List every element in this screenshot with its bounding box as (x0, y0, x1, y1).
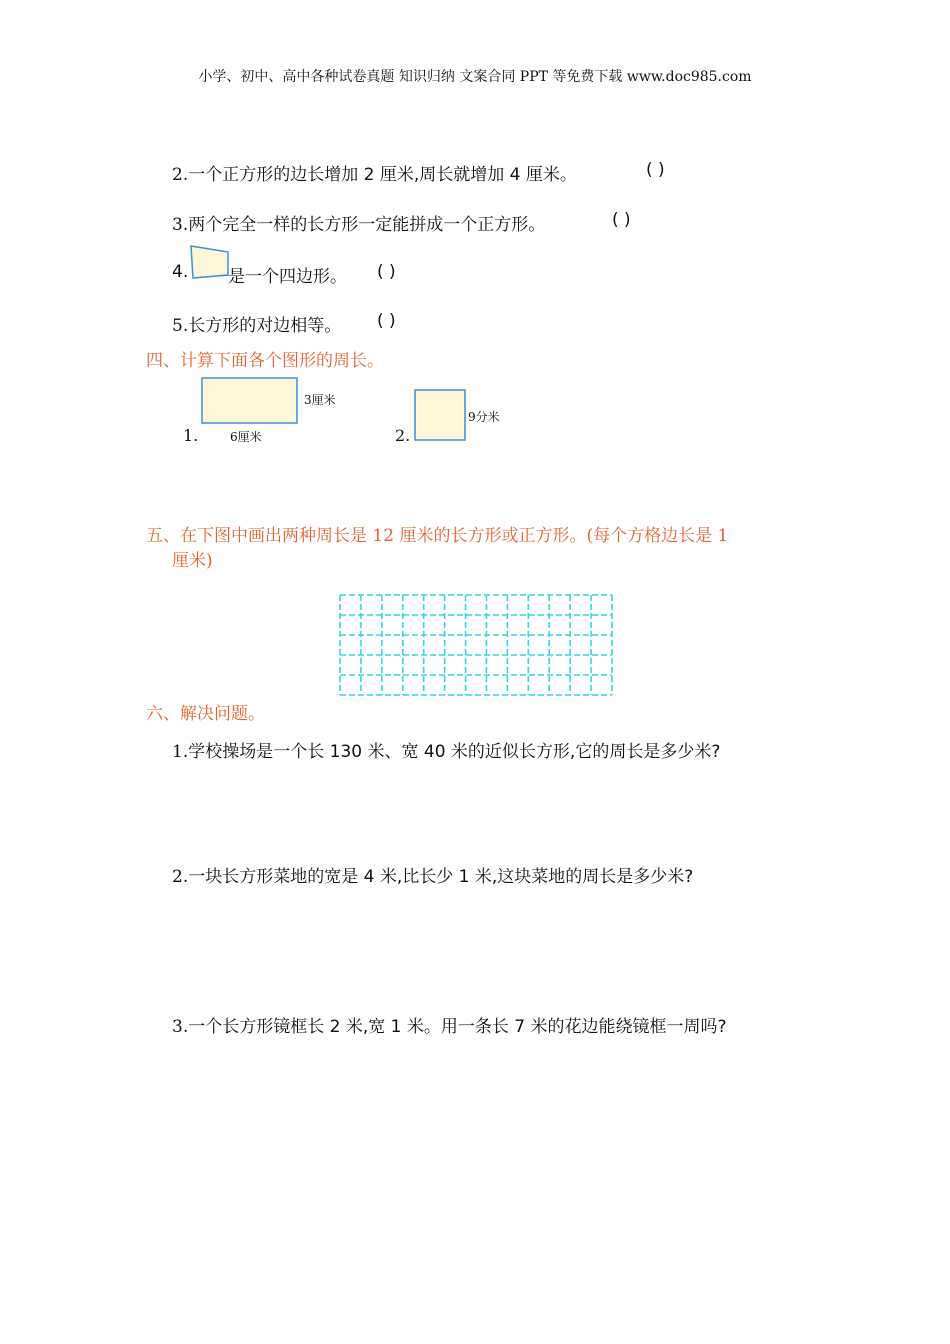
q3-answer-blank[interactable]: ( ) (612, 210, 631, 230)
square-figure (414, 389, 467, 442)
rectangle-figure (201, 377, 299, 425)
judgement-q2 (172, 160, 577, 185)
judgement-q3 (172, 210, 545, 235)
page-header: 小学、初中、高中各种试卷真题 知识归纳 文案合同 PPT 等免费下载 www.doc985.com (198, 69, 752, 85)
q5-answer-blank[interactable]: ( ) (377, 311, 396, 331)
problem-3 (172, 1012, 727, 1037)
judgement-q5 (172, 311, 341, 336)
fig1-number: 1. (183, 426, 199, 445)
q3-text: 两个完全一样的长方形一定能拼成一个正方形。 (188, 215, 546, 235)
problem-1 (172, 737, 720, 762)
section6-title: 六、解决问题。 (146, 704, 265, 724)
p2-text: 一块长方形菜地的宽是 4 米,比长少 1 米,这块菜地的周长是多少米? (188, 867, 694, 887)
rect-height-label: 3厘米 (304, 393, 336, 407)
q4-text: 是一个四边形。 (228, 267, 347, 287)
q2-number: 2. (172, 165, 189, 185)
q2-answer-blank[interactable]: ( ) (646, 160, 665, 180)
q3-number: 3. (172, 215, 189, 235)
section4-title: 四、计算下面各个图形的周长。 (146, 351, 384, 371)
square-side-label: 9分米 (468, 410, 500, 424)
p2-number: 2. (172, 867, 189, 887)
p1-text: 学校操场是一个长 130 米、宽 40 米的近似长方形,它的周长是多少米? (188, 742, 721, 762)
q4-answer-blank[interactable]: ( ) (377, 262, 396, 282)
section5-title-line1: 五、在下图中画出两种周长是 12 厘米的长方形或正方形。(每个方格边长是 1 (146, 526, 729, 546)
problem-2 (172, 862, 693, 887)
section5-title-line2: 厘米) (172, 551, 213, 571)
square-grid[interactable] (338, 593, 614, 697)
p3-number: 3. (172, 1017, 189, 1037)
q2-text: 一个正方形的边长增加 2 厘米,周长就增加 4 厘米。 (188, 165, 577, 185)
q5-number: 5. (172, 316, 189, 336)
q4-number: 4. (172, 262, 189, 282)
p3-text: 一个长方形镜框长 2 米,宽 1 米。用一条长 7 米的花边能绕镜框一周吗? (188, 1017, 727, 1037)
quadrilateral-icon (188, 244, 232, 280)
p1-number: 1. (172, 742, 189, 762)
fig2-number: 2. (395, 426, 411, 445)
rect-width-label: 6厘米 (230, 430, 262, 444)
q5-text: 长方形的对边相等。 (188, 316, 342, 336)
